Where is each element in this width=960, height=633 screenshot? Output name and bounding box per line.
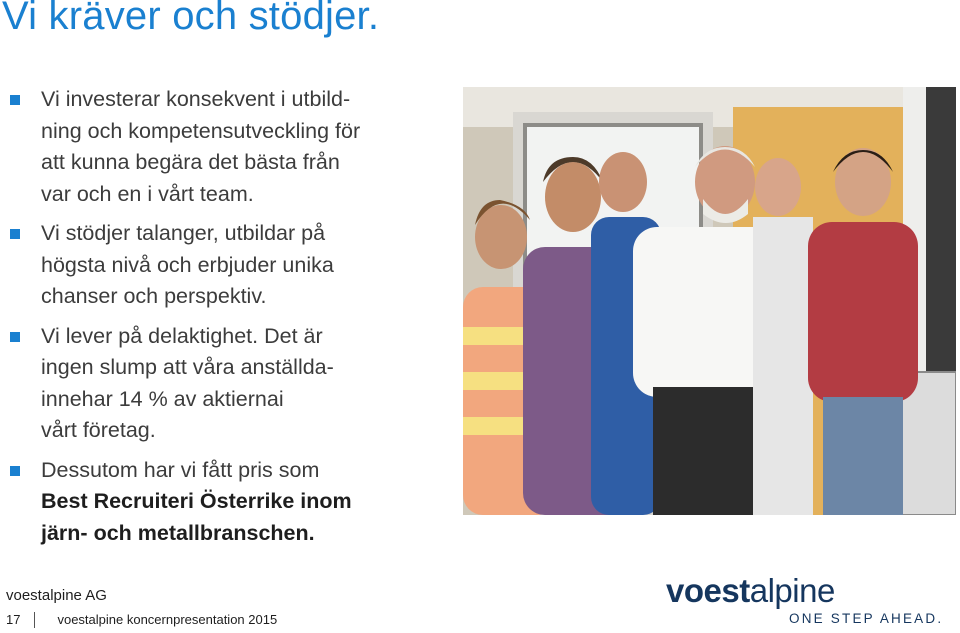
bullet-text-line: Vi investerar konsekvent i utbild- [41, 87, 351, 111]
bullet-item [8, 321, 448, 447]
bullet-text-line: innehar 14 % av aktiernai [41, 386, 284, 411]
bullet-text-line: Dessutom har vi fått pris som [41, 457, 320, 482]
square-bullet-icon [10, 229, 20, 239]
bullet-text-line: att kunna begära det bästa från [41, 150, 340, 174]
bullet-strong-text: järn- och metallbranschen [41, 520, 309, 545]
logo-voest-text: voest [666, 572, 750, 609]
square-bullet-icon [10, 466, 20, 476]
bullet-item [8, 218, 448, 313]
bullet-item [8, 84, 448, 210]
bullet-text-line: högsta nivå och erbjuder unika [41, 252, 334, 277]
bullet-strong-line-wrap [41, 518, 448, 550]
logo-alpine-text: alpine [749, 572, 835, 609]
bullet-text-line: ingen slump att våra anställda- [41, 355, 334, 379]
bullet-strong-line: Best Recruiteri Österrike inom [41, 489, 352, 513]
bullet-text-line: var och en i vårt team. [41, 181, 254, 206]
slide-title: Vi kräver och stödjer. [2, 0, 380, 38]
company-name: voestalpine AG [6, 587, 107, 604]
team-photo [463, 87, 956, 515]
bullet-text-line: ning och kompetensutveckling för [41, 118, 361, 143]
bullet-text-line: Vi lever på delaktighet. Det är [41, 323, 323, 348]
bullet-text-line: Vi stödjer talanger, utbildar på [41, 221, 326, 245]
bullet-list [8, 84, 448, 557]
bullet-text-line: chanser och perspektiv. [41, 284, 267, 308]
bullet-text-line: vårt företag. [41, 418, 156, 442]
team-photo-illustration [463, 87, 956, 515]
footer-divider [34, 612, 35, 628]
bullet-item [8, 455, 448, 550]
voestalpine-logo [666, 572, 835, 610]
footer-row [6, 612, 277, 628]
square-bullet-icon [10, 95, 20, 105]
presentation-name: voestalpine koncernpresentation 2015 [57, 612, 278, 627]
logo-tagline: ONE STEP AHEAD. [789, 611, 944, 626]
page-number: 17 [6, 612, 21, 627]
bullet-tail-punctuation: . [308, 520, 315, 545]
square-bullet-icon [10, 332, 20, 342]
